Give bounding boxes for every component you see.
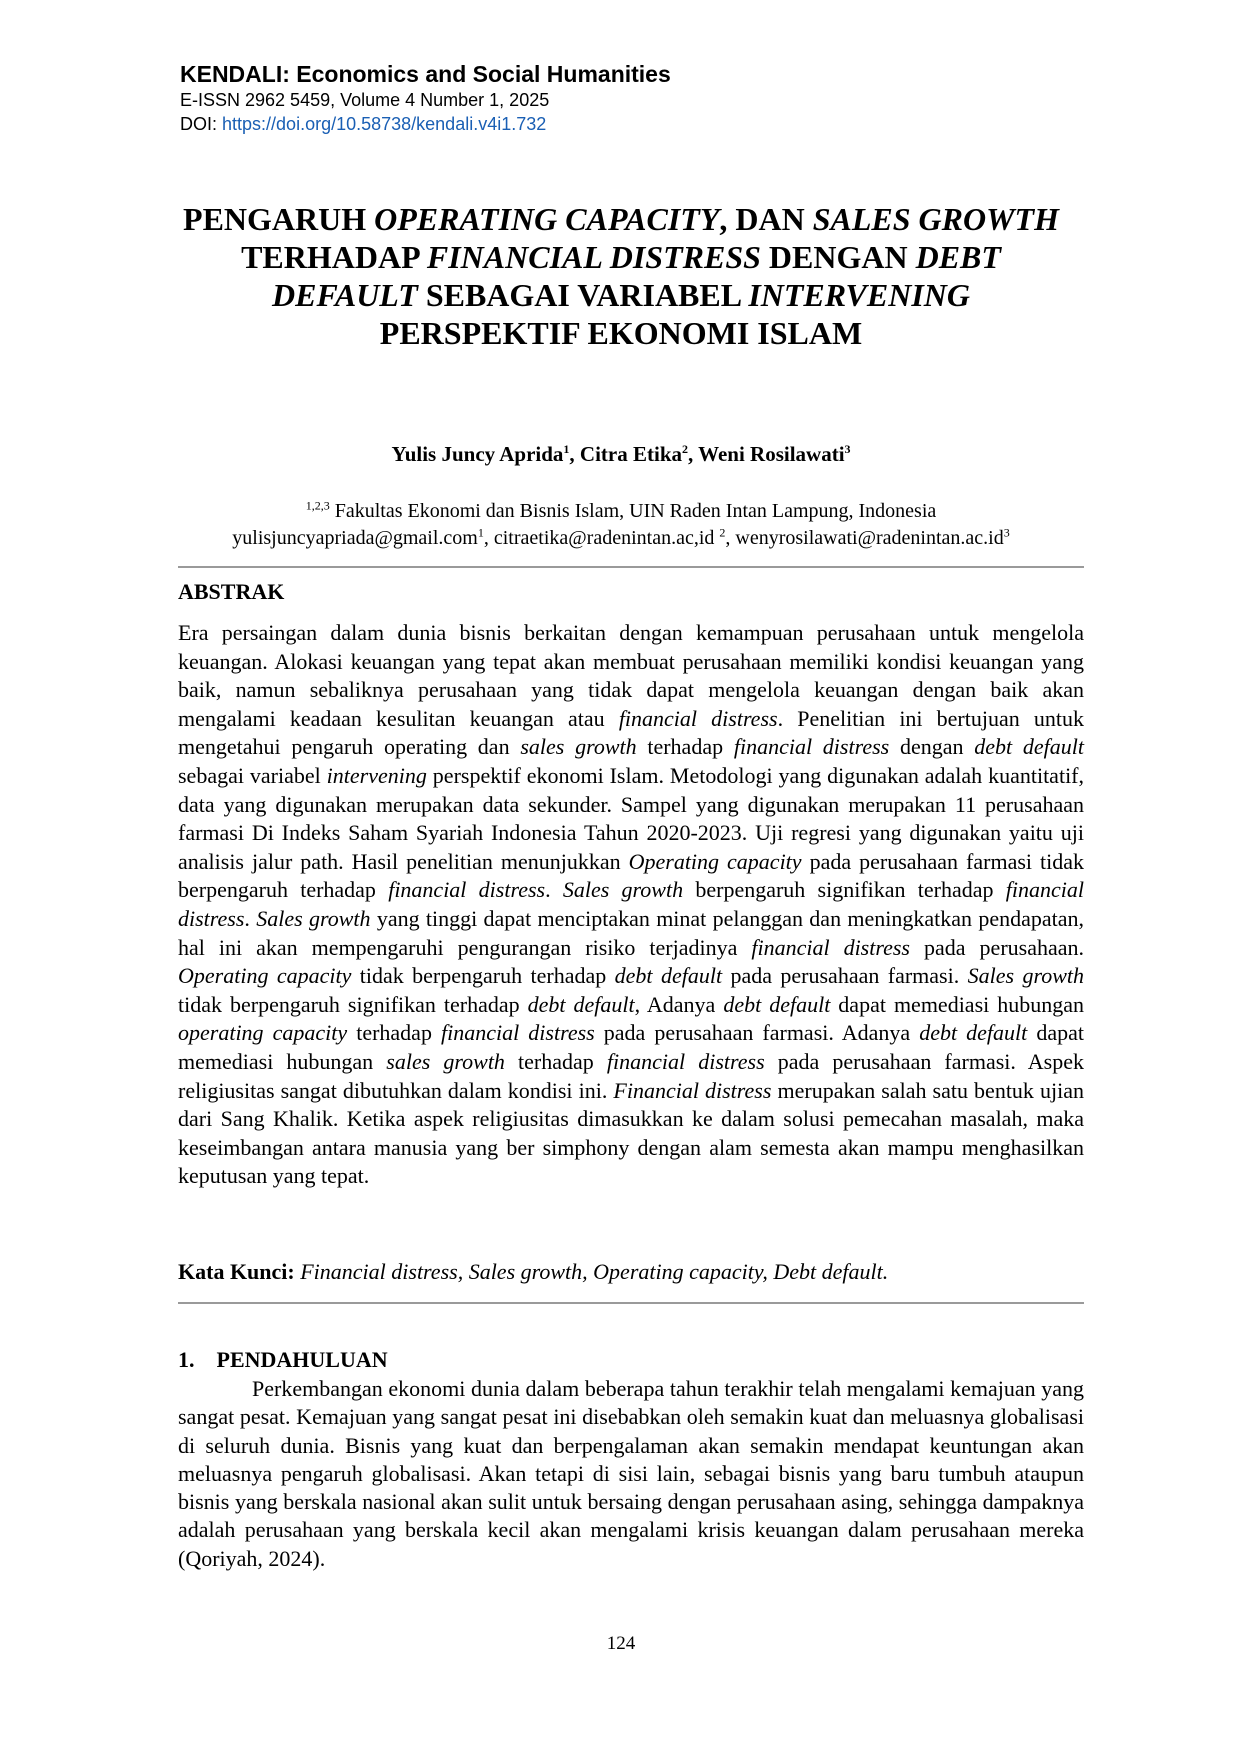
abstract-term: Sales growth — [562, 877, 684, 903]
abstract-term: financial distress — [733, 734, 890, 760]
email-line: yulisjuncyapriada@gmail.com$^1$, citraetika@radenintan.ac,id $^2$, $wenyrosilawati@radenintan.ac.id^3$ — [232, 525, 1010, 549]
abstract-term: financial distress — [178, 877, 1085, 931]
abstract-text: Era persaingan dalam dunia bisnis berkaitan dengan kemampuan perusahaan untuk mengelola keuangan. Alokasi keuangan yang tepat akan membuat perusahaan memiliki kondisi keuangan yang baik, namun sebaliknya perusahaan yang tidak dapat mengelola keuangan dengan baik akan mengalami keadaan kesulitan keuangan atau — [178, 620, 1084, 731]
abstract-term: debt default — [919, 1020, 1028, 1046]
abstract-text: . Penelitian ini bertujuan untuk mengetahui pengaruh operating dan — [178, 705, 1084, 760]
abstract-term: sales growth — [520, 734, 637, 760]
abstract-term: debt default — [614, 963, 723, 989]
abstract-term: financial distress — [751, 934, 910, 960]
abstract-text: tidak berpengaruh signifikan terhadap — [178, 991, 528, 1017]
abstract-term: sales growth — [386, 1048, 505, 1074]
abstract-term: Operating capacity — [178, 963, 352, 989]
abstract-text: pada perusahaan farmasi. Adanya — [594, 1020, 920, 1046]
keywords-line — [178, 1258, 1084, 1286]
abstract-term: financial distress — [441, 1020, 595, 1046]
affiliation-block — [150, 498, 1092, 552]
abstract-text: sebagai variabel — [178, 762, 327, 788]
abstract-text: merupakan salah satu bentuk ujian dari Sang Khalik. Ketika aspek religiusitas dimasukkan ke dalam solusi pemecahan masalah, maka keseimbangan antara manusia yang ber simphony dengan alam semesta akan mampu menghasilkan keputusan yang tepat. — [178, 1077, 1084, 1189]
title-line-2: TERHADAP FINANCIAL DISTRESS DENGAN DEBT — [241, 239, 1001, 275]
abstract-term: debt default — [974, 734, 1084, 760]
abstract-term: Operating capacity — [628, 848, 802, 874]
title-line-3: DEFAULT SEBAGAI VARIABEL INTERVENING — [271, 277, 970, 313]
divider-bottom — [178, 1302, 1084, 1304]
journal-doi — [180, 112, 671, 136]
abstract-term: Sales growth — [256, 905, 371, 931]
abstract-text: pada perusahaan. — [910, 934, 1084, 960]
divider-top — [178, 566, 1084, 568]
abstract-text: . — [545, 877, 563, 903]
abstract-text: terhadap — [636, 734, 734, 760]
journal-issn: E-ISSN 2962 5459, Volume 4 Number 1, 2025 — [180, 90, 550, 110]
abstract-text: . — [244, 905, 257, 931]
abstract-term: debt default — [527, 991, 635, 1017]
abstract-text: tidak berpengaruh terhadap — [351, 963, 615, 989]
paper-title — [150, 200, 1092, 352]
abstract-text: dapat memediasi hubungan — [830, 991, 1085, 1017]
title-line-4: PERSPEKTIF EKONOMI ISLAM — [379, 315, 863, 351]
abstract-text: terhadap — [504, 1048, 607, 1074]
abstract-term: financial distress — [606, 1048, 765, 1074]
introduction-paragraph: Perkembangan ekonomi dunia dalam beberapa tahun terakhir telah mengalami kemajuan yang sangat pesat. Kemajuan yang sangat pesat ini disebabkan oleh semakin kuat dan meluasnya globalisasi di seluruh dunia. Bisnis yang kuat dan berpengalaman akan semakin mendapat keuntungan akan meluasnya pengaruh globalisasi. Akan tetapi di sisi lain, sebagai bisnis yang baru tumbuh ataupun bisnis yang berskala nasional akan sulit untuk bersaing dengan perusahaan asing, sehingga dampaknya adalah perusahaan yang berskala kecil akan mengalami krisis keuangan dalam perusahaan mereka (Qoriyah, 2024). — [178, 1376, 1084, 1571]
doi-label: DOI: — [180, 114, 223, 134]
title-line-1: PENGARUH OPERATING CAPACITY, DAN SALES GROWTH — [183, 201, 1059, 237]
keywords-label: Kata Kunci: — [178, 1259, 295, 1284]
abstract-text: pada perusahaan farmasi. Aspek religiusitas sangat dibutuhkan dalam kondisi ini. — [178, 1048, 1085, 1103]
abstract-body — [178, 619, 1084, 1191]
abstract-text: dengan — [889, 734, 975, 760]
author-list: Yulis Juncy Aprida$^1$, Citra Etika$^2$, Weni Rosilawati$^3$ — [391, 442, 851, 466]
doi-link[interactable]: https://doi.org/10.58738/kendali.v4i1.732 — [222, 114, 547, 134]
abstract-term: financial distress — [618, 705, 778, 731]
abstract-text: perspektif ekonomi Islam. Metodologi yang digunakan adalah kuantitatif, data yang digunakan merupakan data sekunder. Sampel yang digunakan merupakan 11 perusahaan farmasi Di Indeks Saham Syariah Indonesia Tahun 2020-2023. Uji regresi yang digunakan yaitu uji analisis jalur path. Hasil penelitian menunjukkan — [178, 762, 1085, 874]
page-number: 124 — [606, 1633, 636, 1654]
introduction-heading: 1. PENDAHULUAN — [178, 1347, 388, 1372]
abstract-text: pada perusahaan farmasi. — [722, 963, 968, 989]
abstract-term: financial distress — [388, 877, 546, 903]
abstract-term: intervening — [326, 762, 427, 788]
abstract-term: Financial distress — [613, 1077, 772, 1103]
journal-name: KENDALI: Economics and Social Humanities — [180, 61, 671, 87]
abstract-term: operating capacity — [178, 1020, 348, 1046]
keywords-text: Financial distress, Sales growth, Operating capacity, Debt default. — [294, 1259, 889, 1284]
abstract-heading: ABSTRAK — [178, 579, 285, 604]
abstract-paragraph — [178, 619, 1084, 1191]
abstract-text: terhadap — [347, 1020, 442, 1046]
affiliation-line: $^{1,2,3}$ Fakultas Ekonomi dan Bisnis Islam, UIN Raden Intan Lampung, Indonesia — [305, 498, 937, 522]
abstract-term: Sales growth — [967, 963, 1084, 989]
abstract-text: berpengaruh signifikan terhadap — [683, 877, 1006, 903]
abstract-text: , Adanya — [634, 991, 724, 1017]
abstract-text: dapat memediasi hubungan — [178, 1020, 1084, 1074]
abstract-text: yang tinggi dapat menciptakan minat pelanggan dan meningkatkan pendapatan, hal ini akan mempengaruhi pengurangan risiko terjadinya — [178, 905, 1084, 960]
abstract-text: pada perusahaan farmasi tidak berpengaruh terhadap — [178, 848, 1084, 903]
journal-header — [180, 60, 671, 136]
abstract-term: debt default — [723, 991, 831, 1017]
